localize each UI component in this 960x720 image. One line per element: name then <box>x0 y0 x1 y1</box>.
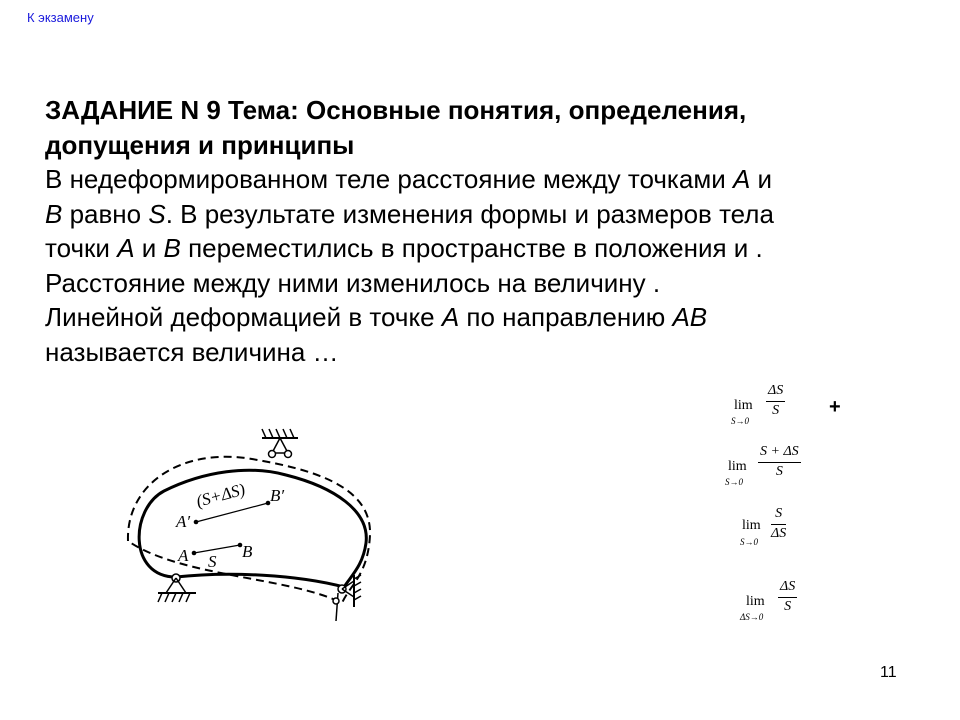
option-4-denominator: S <box>784 599 792 614</box>
task-line-5-start: Линейной деформацией в точке <box>45 302 442 332</box>
task-line-3-end: переместились в пространстве в положения и . <box>180 233 763 263</box>
task-line-2 <box>45 197 935 232</box>
option-2-fraction-bar <box>758 462 801 463</box>
label-s-plus-delta-s: (S+ΔS) <box>194 479 248 511</box>
point-a-prime <box>194 520 199 525</box>
point-b-italic-2: В <box>163 233 181 263</box>
task-line-5-mid: по направлению <box>459 302 673 332</box>
point-a <box>192 551 197 556</box>
option-2-denominator: S <box>775 464 783 479</box>
direction-ab-italic: АВ <box>672 302 708 332</box>
option-3-numerator: S <box>775 506 783 521</box>
option-4-lim: lim <box>746 594 765 609</box>
task-line-4: Расстояние между ними изменилось на величину . <box>45 267 661 298</box>
task-line-6: называется величина … <box>45 336 339 367</box>
point-a-italic-3: А <box>441 302 460 332</box>
task-line-3-and: и <box>134 233 164 263</box>
option-4-fraction <box>778 579 797 615</box>
task-line-5 <box>45 300 935 335</box>
task-line-3 <box>45 231 935 266</box>
label-a: A <box>178 546 189 565</box>
segment-ab <box>194 545 240 553</box>
task-line-1-text: В недеформированном теле расстояние между точками <box>45 164 733 194</box>
option-2-numerator: S + ΔS <box>760 444 799 459</box>
option-4-numerator: ΔS <box>780 579 796 594</box>
task-title-line-1: ЗАДАНИЕ N 9 Тема: Основные понятия, определения, <box>45 95 747 125</box>
option-2-fraction <box>758 444 801 480</box>
point-a-italic: А <box>732 164 751 194</box>
option-2-sub: S→0 <box>725 477 743 487</box>
answer-option-1[interactable] <box>730 383 810 431</box>
option-3-fraction <box>771 506 786 542</box>
task-line-2-end: . В результате изменения формы и размеров тела <box>165 198 774 229</box>
back-to-exam-link[interactable]: К экзамену <box>27 10 94 25</box>
point-a-italic-2: А <box>117 233 135 263</box>
option-1-numerator: ΔS <box>768 383 784 398</box>
task-line-1 <box>45 162 935 197</box>
bottom-left-hinge-support <box>158 574 196 602</box>
label-a-prime: A′ <box>176 512 191 531</box>
original-body-contour <box>139 470 366 587</box>
task-line-1-end: и <box>750 164 773 194</box>
distance-s-italic: S <box>148 198 166 229</box>
point-b-italic: В <box>45 198 63 229</box>
option-1-lim: lim <box>734 398 753 413</box>
label-b: B <box>242 542 253 561</box>
task-line-2-text: равно <box>62 198 149 229</box>
option-1-denominator: S <box>772 403 780 418</box>
answer-option-2[interactable] <box>724 444 824 492</box>
option-1-fraction <box>766 383 785 419</box>
page-number: 11 <box>880 664 897 681</box>
task-title-line-2: допущения и принципы <box>45 129 355 160</box>
deformed-body-figure <box>120 425 380 630</box>
label-b-prime: B′ <box>270 486 285 505</box>
top-hinge-support <box>262 429 298 458</box>
task-text <box>45 93 935 369</box>
answer-option-4[interactable] <box>740 579 820 627</box>
option-1-sub: S→0 <box>731 416 749 426</box>
correct-answer-mark: + <box>829 396 841 418</box>
label-s: S <box>208 552 217 571</box>
answer-option-3[interactable] <box>740 506 820 554</box>
option-3-denominator: ΔS <box>771 526 787 541</box>
option-4-sub: ΔS→0 <box>740 612 764 622</box>
deformed-body-contour <box>128 457 370 603</box>
task-line-3-start: точки <box>45 233 118 263</box>
option-4-fraction-bar <box>778 597 797 598</box>
option-3-sub: S→0 <box>740 537 758 547</box>
option-1-fraction-bar <box>766 401 785 402</box>
option-3-fraction-bar <box>771 524 786 525</box>
option-2-lim: lim <box>728 459 747 474</box>
option-3-lim: lim <box>742 518 761 533</box>
